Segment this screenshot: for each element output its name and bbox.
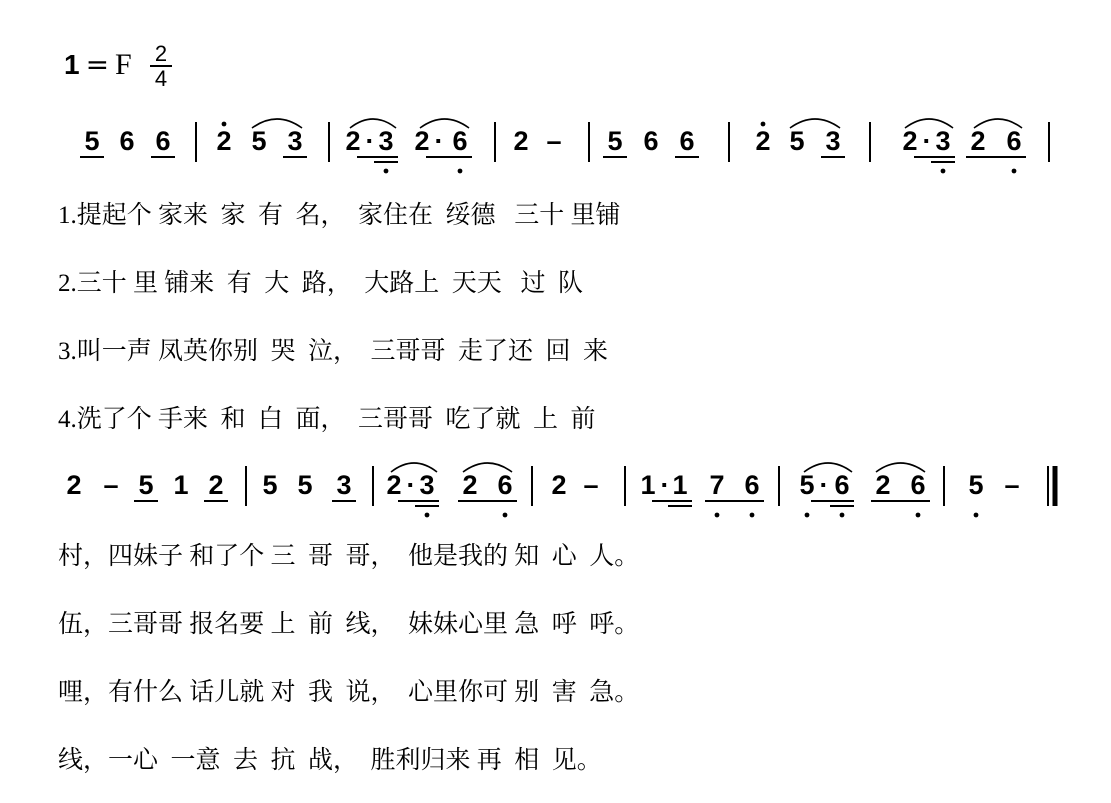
note: 3 [287, 126, 303, 156]
note: 2 [513, 126, 529, 156]
lyric-line-1-verse-1: 1.提起个 家来 家 有 名， 家住在 绥德 三十 里铺 [58, 202, 621, 229]
octave-dot-below [503, 513, 508, 518]
note: 6 [643, 126, 659, 156]
lyric-line-2-verse-3: 哩，有什么 话儿就 对 我 说， 心里你可 别 害 急。 [58, 679, 640, 706]
key-name: F [115, 48, 132, 81]
octave-dot-below [974, 513, 979, 518]
dash-extension: – [546, 126, 562, 156]
octave-dot-below [1012, 169, 1017, 174]
note: 6 [679, 126, 695, 156]
note: 3 [825, 126, 841, 156]
note: 6 [497, 470, 513, 500]
note: 2 [462, 470, 478, 500]
lyric-line-1-verse-2: 2.三十 里 铺来 有 大 路， 大路上 天天 过 队 [58, 270, 584, 297]
note: 6 [834, 470, 850, 500]
time-signature-top: 2 [154, 41, 168, 66]
lyric-line-1-verse-4: 4.洗了个 手来 和 白 面， 三哥哥 吃了就 上 前 [58, 406, 596, 433]
octave-dot-below [840, 513, 845, 518]
note: 2 [755, 126, 771, 156]
note: 5 [262, 470, 278, 500]
note: 2 [386, 470, 402, 500]
key-tonic: 1 [64, 49, 80, 80]
note: 2 [216, 126, 232, 156]
octave-dot-below [941, 169, 946, 174]
note: 2 [414, 126, 430, 156]
note: 1 [672, 470, 688, 500]
note: 5 [138, 470, 154, 500]
note: 2 [345, 126, 361, 156]
note: 5 [968, 470, 984, 500]
augmentation-dot: · [365, 126, 375, 156]
augmentation-dot: · [434, 126, 444, 156]
note: 5 [297, 470, 313, 500]
dash-extension: – [1004, 470, 1020, 500]
note: 3 [419, 470, 435, 500]
note: 2 [551, 470, 567, 500]
note: 6 [744, 470, 760, 500]
note: 5 [789, 126, 805, 156]
augmentation-dot: · [922, 126, 932, 156]
octave-dot-below [916, 513, 921, 518]
note: 6 [452, 126, 468, 156]
note: 3 [378, 126, 394, 156]
note: 6 [910, 470, 926, 500]
time-signature-bottom: 4 [154, 66, 168, 91]
key-equals: = [85, 48, 110, 81]
note: 3 [935, 126, 951, 156]
lyric-line-2-verse-1: 村，四妹子 和了个 三 哥 哥， 他是我的 知 心 人。 [58, 543, 640, 570]
note: 5 [84, 126, 100, 156]
note: 2 [875, 470, 891, 500]
octave-dot-below [458, 169, 463, 174]
note: 6 [119, 126, 135, 156]
note: 1 [640, 470, 656, 500]
octave-dot-below [384, 169, 389, 174]
note: 3 [336, 470, 352, 500]
augmentation-dot: · [660, 470, 670, 500]
octave-dot-below [715, 513, 720, 518]
lyric-line-1-verse-3: 3.叫一声 凤英你别 哭 泣， 三哥哥 走了还 回 来 [58, 338, 609, 365]
note: 5 [799, 470, 815, 500]
note: 2 [902, 126, 918, 156]
note: 6 [155, 126, 171, 156]
dash-extension: – [583, 470, 599, 500]
note: 2 [970, 126, 986, 156]
note: 5 [607, 126, 623, 156]
octave-dot-above [761, 122, 766, 127]
octave-dot-below [750, 513, 755, 518]
augmentation-dot: · [819, 470, 829, 500]
augmentation-dot: · [406, 470, 416, 500]
octave-dot-above [222, 122, 227, 127]
note: 2 [66, 470, 82, 500]
dash-extension: – [103, 470, 119, 500]
lyric-line-2-verse-4: 线，一心 一意 去 抗 战， 胜利归来 再 相 见。 [58, 747, 602, 774]
octave-dot-below [425, 513, 430, 518]
note: 7 [709, 470, 725, 500]
note: 6 [1006, 126, 1022, 156]
note: 5 [251, 126, 267, 156]
note: 1 [173, 470, 189, 500]
note: 2 [208, 470, 224, 500]
octave-dot-below [805, 513, 810, 518]
lyric-line-2-verse-2: 伍，三哥哥 报名要 上 前 线， 妹妹心里 急 呼 呼。 [58, 611, 640, 638]
